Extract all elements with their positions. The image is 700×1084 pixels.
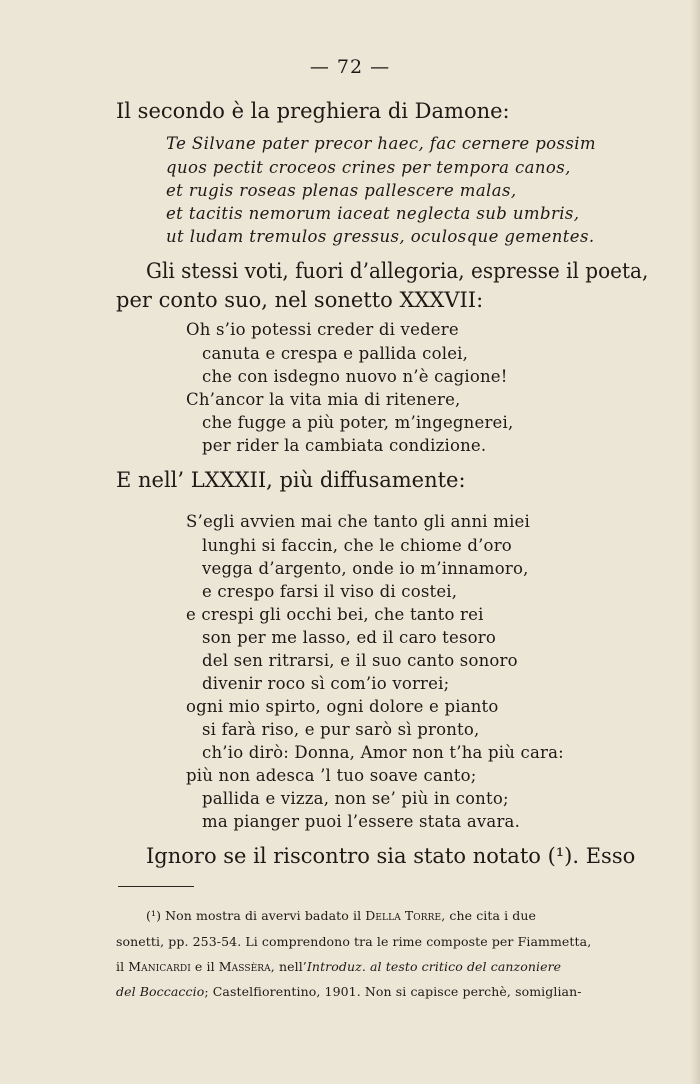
footnote-line bbox=[116, 959, 561, 974]
sonnet-verse: che con isdegno nuovo n’è cagione! bbox=[202, 367, 508, 386]
latin-verse: quos pectit croceos crines per tempora canos, bbox=[166, 158, 571, 177]
sonnet-verse: vegga d’argento, onde io m’innamoro, bbox=[202, 559, 529, 578]
sonnet-verse: e crespi gli occhi bei, che tanto rei bbox=[186, 605, 484, 624]
sonnet-verse: Oh s’io potessi creder di vedere bbox=[186, 320, 459, 339]
paragraph-line: Ignoro se il riscontro sia stato notato (¹). Esso bbox=[146, 844, 636, 868]
footnote-line: sonetti, pp. 253-54. Li comprendono tra le rime composte per Fiammetta, bbox=[116, 934, 592, 949]
sonnet-verse: pallida e vizza, non se’ più in conto; bbox=[202, 789, 509, 808]
sonnet-verse: S’egli avvien mai che tanto gli anni miei bbox=[186, 512, 530, 531]
sonnet-verse: son per me lasso, ed il caro tesoro bbox=[202, 628, 496, 647]
paragraph-line: E nell’ LXXXII, più diffusamente: bbox=[116, 468, 466, 492]
footnote-text: (¹) Non mostra di avervi badato il bbox=[146, 908, 366, 923]
intro-line: Il secondo è la preghiera di Damone: bbox=[116, 99, 510, 123]
footnote-rule bbox=[118, 886, 194, 887]
latin-verse: ut ludam tremulos gressus, oculosque gementes. bbox=[166, 227, 595, 246]
sonnet-verse: lunghi si faccin, che le chiome d’oro bbox=[202, 536, 512, 555]
paragraph-line: per conto suo, nel sonetto XXXVII: bbox=[116, 288, 484, 312]
sonnet-verse: del sen ritrarsi, e il suo canto sonoro bbox=[202, 651, 518, 670]
sonnet-verse: si farà riso, e pur sarò sì pronto, bbox=[202, 720, 480, 739]
footnote-text: il bbox=[116, 959, 129, 974]
footnote-text: , nell’ bbox=[270, 959, 307, 974]
latin-verse: et rugis roseas plenas pallescere malas, bbox=[166, 181, 517, 200]
sonnet-verse: Ch’ancor la vita mia di ritenere, bbox=[186, 390, 461, 409]
author-name: Manicardi bbox=[128, 959, 191, 974]
author-name: Massèra bbox=[218, 959, 271, 974]
sonnet-verse: ch’io dirò: Donna, Amor non t’ha più cara: bbox=[202, 743, 564, 762]
page-edge-shadow bbox=[690, 0, 700, 1084]
sonnet-verse: per rider la cambiata condizione. bbox=[202, 436, 487, 455]
sonnet-verse: canuta e crespa e pallida colei, bbox=[202, 344, 469, 363]
sonnet-verse: ma pianger puoi l’essere stata avara. bbox=[202, 812, 521, 831]
sonnet-verse: divenir roco sì com’io vorrei; bbox=[202, 674, 450, 693]
author-name: Della Torre bbox=[365, 908, 442, 923]
latin-verse: et tacitis nemorum iaceat neglecta sub umbris, bbox=[166, 204, 580, 223]
sonnet-verse: che fugge a più poter, m’ingegnerei, bbox=[202, 413, 514, 432]
sonnet-verse: e crespo farsi il viso di costei, bbox=[202, 582, 458, 601]
sonnet-verse: ogni mio spirto, ogni dolore e pianto bbox=[186, 697, 499, 716]
book-title: del Boccaccio bbox=[116, 984, 205, 999]
footnote-line bbox=[146, 908, 536, 923]
book-title: Introduz. al testo critico del canzoniere bbox=[306, 959, 562, 974]
footnote-text: ; Castelfiorentino, 1901. Non si capisce perchè, somiglian- bbox=[204, 984, 582, 999]
footnote-line bbox=[116, 984, 582, 999]
footnote-text: , che cita i due bbox=[441, 908, 537, 923]
latin-verse: Te Silvane pater precor haec, fac cernere possim bbox=[166, 134, 596, 153]
paragraph-line: Gli stessi voti, fuori d’allegoria, espresse il poeta, bbox=[146, 259, 649, 283]
footnote-text: e il bbox=[190, 959, 219, 974]
page-number: — 72 — bbox=[309, 56, 391, 78]
sonnet-verse: più non adesca ’l tuo soave canto; bbox=[186, 766, 477, 785]
